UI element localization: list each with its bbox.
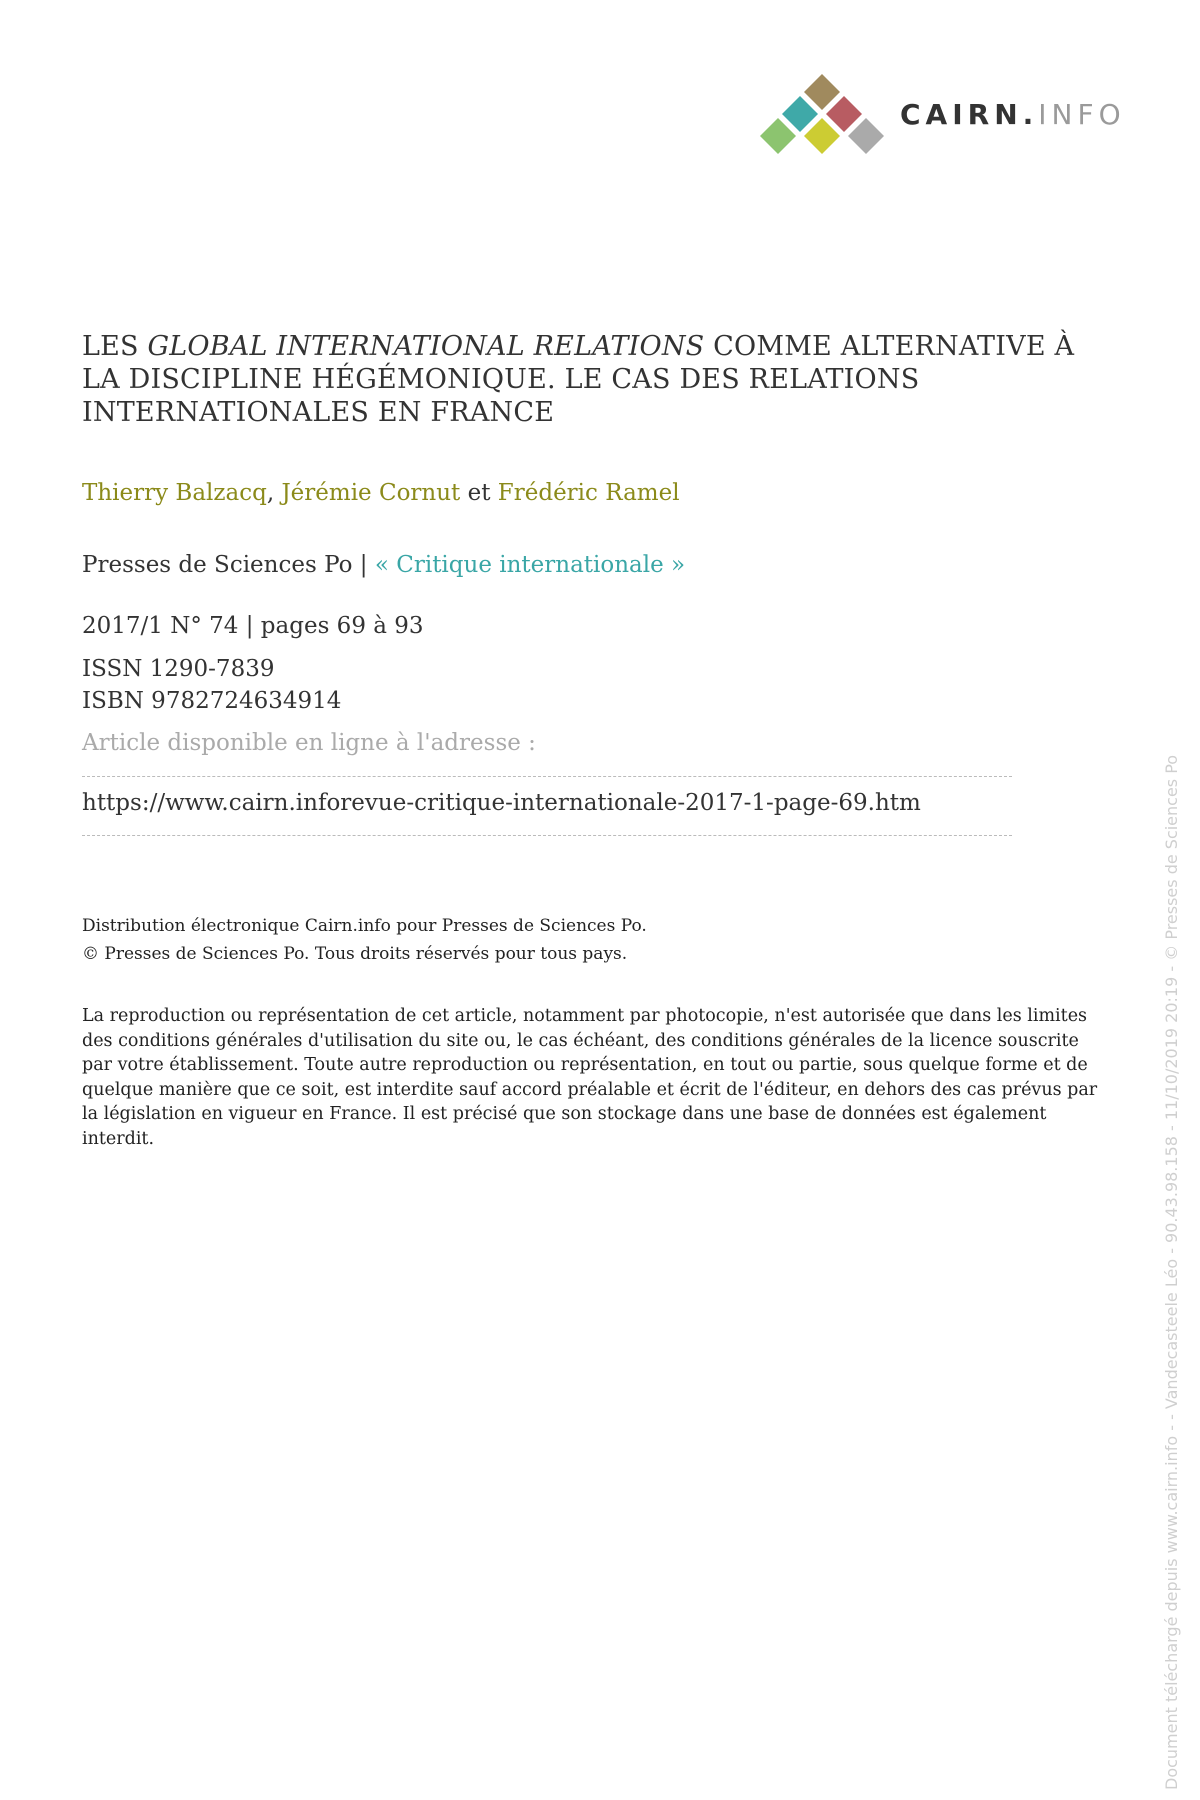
author-link-balzacq[interactable]: Thierry Balzacq — [82, 480, 267, 506]
article-url-link[interactable]: https://www.cairn.inforevue-critique-internationale-2017-1-page-69.htm — [82, 790, 921, 816]
logo-wordmark — [900, 98, 1126, 131]
logo-word-info: INFO — [1038, 98, 1126, 131]
download-watermark: Document téléchargé depuis www.cairn.info - - Vandecasteele Léo - 90.43.98.158 - 11/10/2019 20:19 - © Presses de Sciences Po — [1162, 754, 1181, 1790]
cairn-diamonds-logo-icon — [760, 72, 890, 162]
author-list — [82, 480, 680, 506]
publisher-name: Presses de Sciences Po — [82, 552, 353, 578]
issn: ISSN 1290-7839 — [82, 656, 275, 682]
title-rest: COMME ALTERNATIVE À LA DISCIPLINE HÉGÉMONIQUE. LE CAS DES RELATIONS INTERNATIONALES EN FRANCE — [82, 331, 1075, 428]
journal-link[interactable]: « Critique internationale » — [374, 552, 686, 578]
publisher-separator: | — [352, 552, 375, 578]
logo-diamond-teal — [782, 96, 818, 132]
author-separator: , — [266, 480, 282, 506]
divider-top — [82, 776, 1012, 777]
divider-bottom — [82, 835, 1012, 836]
legal-notice: La reproduction ou représentation de cet article, notamment par photocopie, n'est autorisée que dans les limites des conditions générales d'utilisation du site ou, le cas échéant, des conditions générales de la licence souscrite par votre établissement. Toute autre reproduction ou représentation, en tout ou partie, sous quelque forme et de quelque manière que ce soit, est interdite sauf accord préalable et écrit de l'éditeur, en dehors des cas prévus par la législation en vigueur en France. Il est précisé que son stockage dans une base de données est également interdit. — [82, 1006, 1098, 1149]
author-separator-et: et — [460, 480, 498, 506]
author-link-ramel[interactable]: Frédéric Ramel — [497, 480, 680, 506]
logo-diamond-grey — [848, 118, 884, 154]
issue-info: 2017/1 N° 74 | pages 69 à 93 — [82, 613, 424, 639]
isbn: ISBN 9782724634914 — [82, 688, 342, 714]
distribution-notice: Distribution électronique Cairn.info pour Presses de Sciences Po. — [82, 916, 647, 936]
title-prefix: LES — [82, 331, 148, 362]
logo-word-dot: . — [1022, 98, 1039, 131]
title-italic: GLOBAL INTERNATIONAL RELATIONS — [147, 331, 705, 362]
publisher-line — [82, 552, 685, 578]
cairn-logo — [760, 72, 1126, 162]
article-title — [82, 330, 1092, 429]
logo-diamond-top — [804, 74, 840, 110]
logo-diamond-yellow — [804, 118, 840, 154]
logo-word-cairn: CAIRN — [900, 98, 1023, 131]
copyright-notice: © Presses de Sciences Po. Tous droits réservés pour tous pays. — [82, 944, 628, 964]
logo-diamond-red — [826, 96, 862, 132]
availability-label: Article disponible en ligne à l'adresse : — [82, 730, 536, 756]
author-link-cornut[interactable]: Jérémie Cornut — [281, 480, 461, 506]
logo-diamond-green — [760, 118, 796, 154]
